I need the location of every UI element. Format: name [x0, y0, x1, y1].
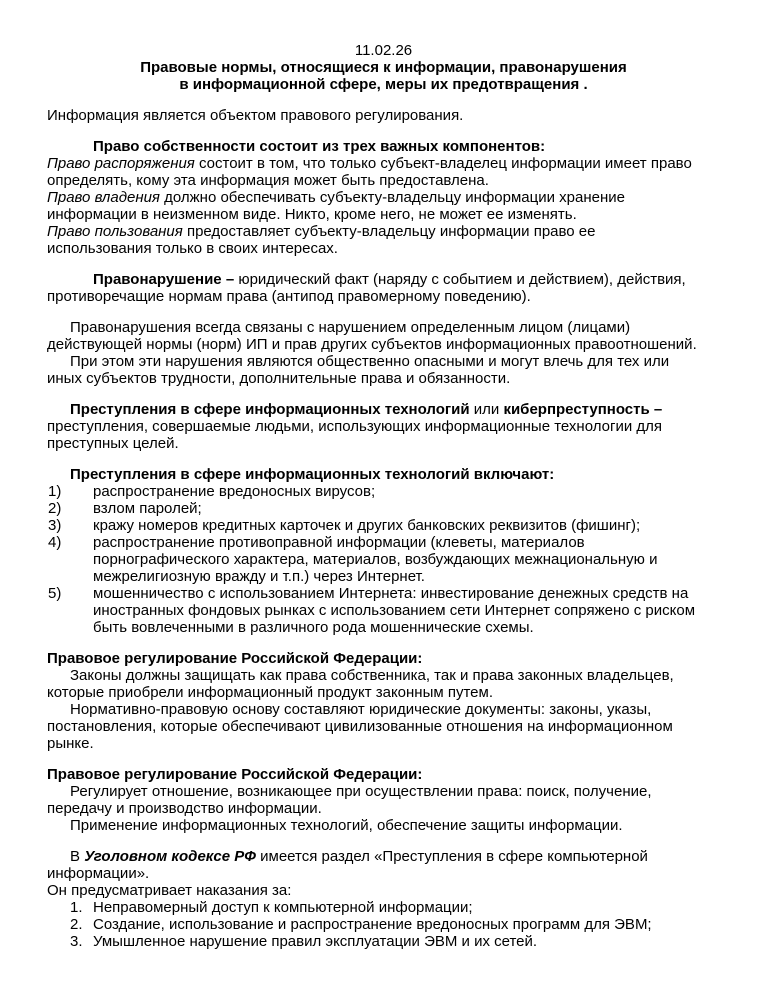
cybercrime-definition: Преступления в сфере информационных технологий или киберпреступность – [70, 401, 663, 418]
ownership-item-use-cont: использования только в своих интересах. [47, 240, 338, 257]
criminal-code-intro: В Уголовном кодексе РФ имеется раздел «Преступления в сфере компьютерной [70, 848, 648, 865]
regulation-line: Регулирует отношение, возникающее при осуществлении права: поиск, получение, [70, 783, 652, 800]
list-item: 1. Неправомерный доступ к компьютерной информации; [70, 899, 473, 916]
list-item: 2. Создание, использование и распространение вредоносных программ для ЭВМ; [70, 916, 652, 933]
regulation-heading: Правовое регулирование Российской Федерации: [47, 650, 423, 667]
document-title-line-2: в информационной сфере, меры их предотвращения . [179, 76, 588, 93]
ownership-item-possession-cont: информации в неизменном виде. Никто, кроме него, не может ее изменять. [47, 206, 577, 223]
regulation-line: которые приобрели информационный продукт законным путем. [47, 684, 494, 701]
regulation-line: постановления, которые обеспечивают цивилизованные отношения на информационном [47, 718, 673, 735]
list-item: 3. Умышленное нарушение правил эксплуатации ЭВМ и их сетей. [70, 933, 538, 950]
ownership-item-disposal-cont: определять, кому эта информация может быть предоставлена. [47, 172, 489, 189]
regulation-heading: Правовое регулирование Российской Федерации: [47, 766, 423, 783]
ownership-item-possession: Право владения должно обеспечивать субъекту-владельцу информации хранение [47, 189, 625, 206]
cybercrime-definition-cont: преступления, совершаемые людьми, использующих информационные технологии для [47, 418, 663, 435]
offense-detail-line: действующей нормы (норм) ИП и прав других субъектов информационных правоотношений. [47, 336, 697, 353]
regulation-line: Нормативно-правовую основу составляют юридические документы: законы, указы, [70, 701, 652, 718]
offense-detail-line: При этом эти нарушения являются общественно опасными и могут влечь для тех или [70, 353, 670, 370]
penalties-list [47, 899, 727, 950]
intro-text: Информация является объектом правового регулирования. [47, 107, 464, 124]
regulation-line: Законы должны защищать как права собственника, так и права законных владельцев, [70, 667, 674, 684]
regulation-line: Применение информационных технологий, обеспечение защиты информации. [70, 817, 623, 834]
regulation-line: рынке. [47, 735, 94, 752]
offense-definition: Правонарушение – юридический факт (наряду с событием и действием), действия, [93, 271, 686, 288]
document-date: 11.02.26 [354, 42, 413, 59]
document-page [47, 42, 727, 950]
ownership-item-disposal: Право распоряжения состоит в том, что только субъект-владелец информации имеет право [47, 155, 692, 172]
cybercrime-list-heading: Преступления в сфере информационных технологий включают: [70, 466, 555, 483]
list-item: 2) взлом паролей; [48, 500, 202, 517]
list-item: 1) распространение вредоносных вирусов; [48, 483, 376, 500]
list-item: 3) кражу номеров кредитных карточек и других банковских реквизитов (фишинг); [48, 517, 641, 534]
offense-detail-line: иных субъектов трудности, дополнительные права и обязанности. [47, 370, 511, 387]
ownership-item-use: Право пользования предоставляет субъекту-владельцу информации право ее [47, 223, 596, 240]
criminal-code-intro-cont: информации». [47, 865, 150, 882]
cybercrime-definition-cont: преступных целей. [47, 435, 179, 452]
offense-detail-line: Правонарушения всегда связаны с нарушением определенным лицом (лицами) [70, 319, 631, 336]
criminal-code-penalties-lead: Он предусматривает наказания за: [47, 882, 292, 899]
ownership-heading: Право собственности состоит из трех важных компонентов: [93, 138, 546, 155]
list-item: 5) мошенничество с использованием Интернета: инвестирование денежных средств на иностранных фондовых рынках с использованием сети Интернет сопряжено с риском быть вовлеченными в различного рода мошеннические схемы. [48, 585, 696, 636]
regulation-line: передачу и производство информации. [47, 800, 322, 817]
offense-definition-cont: противоречащие нормам права (антипод правомерному поведению). [47, 288, 531, 305]
list-item: 4) распространение противоправной информации (клеветы, материалов порнографического характера, материалов, возбуждающих межнациональную и межрелигиозную вражду и т.п.) через Интернет. [48, 534, 658, 585]
document-title-line-1: Правовые нормы, относящиеся к информации, правонарушения [140, 59, 627, 76]
cybercrime-list [47, 483, 727, 636]
